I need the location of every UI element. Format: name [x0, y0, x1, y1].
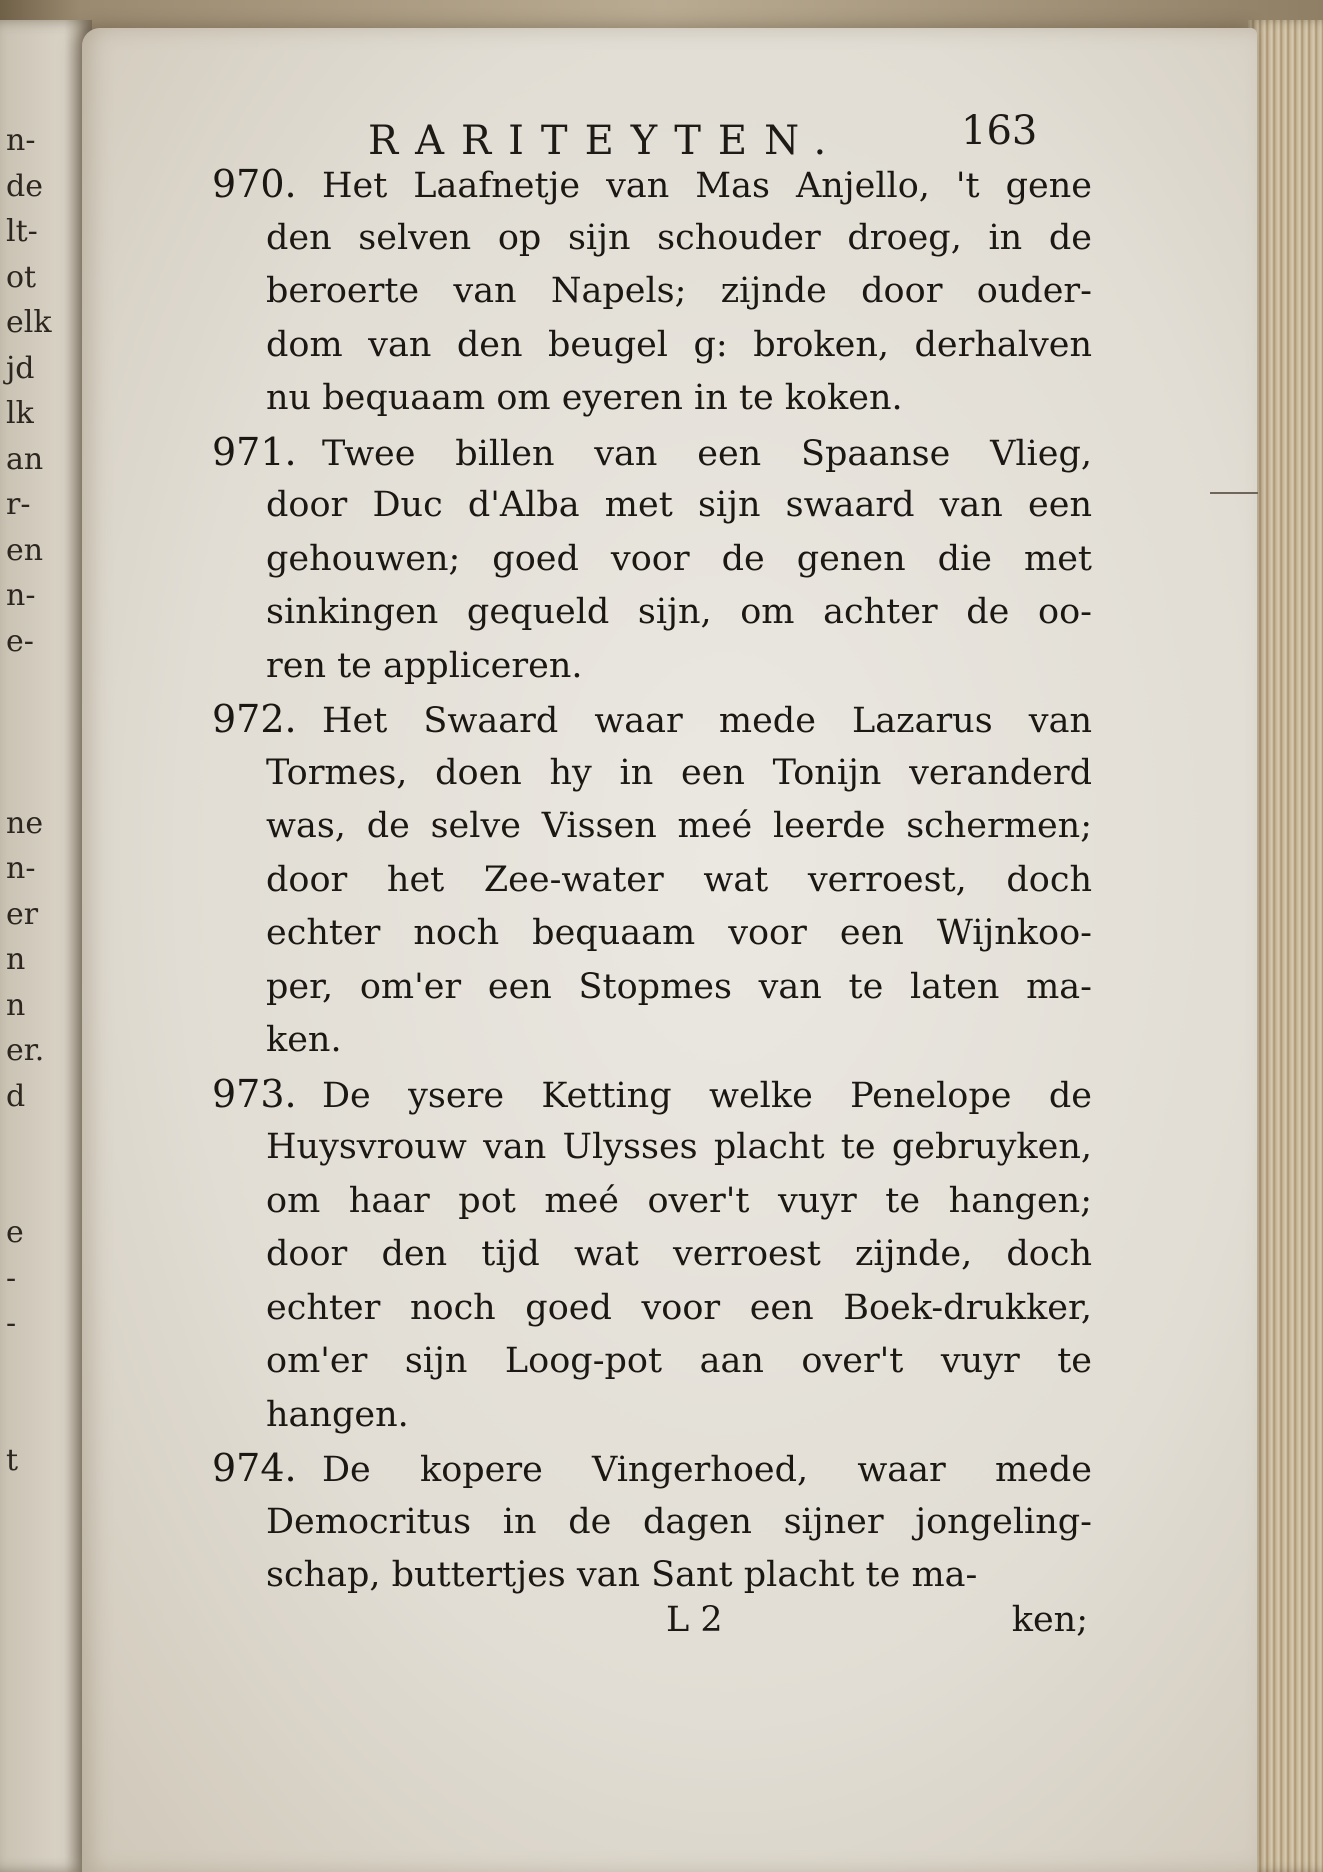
catchword: ken;: [1011, 1600, 1088, 1640]
margin-pencil-mark: [1210, 492, 1258, 494]
entry-number: 973.: [212, 1071, 297, 1116]
entry-text: Het Swaard waar mede Lazarus van: [322, 701, 1092, 741]
entry-line: hangen.: [266, 1394, 409, 1435]
left-page-fragment: lk: [6, 396, 34, 431]
left-page-fragment: r-: [6, 487, 31, 522]
left-page-fragment: e: [6, 1215, 24, 1250]
catalogue-entry: [212, 693, 1092, 1068]
entry-line: Huysvrouw van Ulysses placht te gebruyken,: [266, 1127, 1092, 1167]
left-page-fragment: n-: [6, 578, 36, 613]
left-page-edge: [0, 20, 92, 1872]
left-page-fragment: ot: [6, 259, 37, 295]
entry-line: gehouwen; goed voor de genen die met: [266, 538, 1092, 579]
left-page-fragment: en: [6, 532, 44, 568]
entry-line: ren te appliceren.: [266, 645, 583, 686]
entry-number: 974.: [212, 1446, 297, 1490]
left-page-fragment: n-: [6, 851, 36, 886]
entry-line: was, de selve Vissen meé leerde schermen;: [266, 806, 1092, 846]
left-page-fragment: t: [6, 1442, 19, 1478]
entry-line: nu bequaam om eyeren in te koken.: [266, 378, 903, 418]
text-block: [212, 158, 1092, 1603]
entry-line: door Duc d'Alba met sijn swaard van een: [266, 485, 1092, 525]
entry-line: om haar pot meé over't vuyr te hangen;: [266, 1180, 1092, 1221]
left-page-fragment: n-: [6, 123, 36, 158]
page-number: 163: [961, 108, 1038, 154]
entry-line: om'er sijn Loog-pot aan over't vuyr te: [266, 1341, 1092, 1381]
left-page-fragment: -: [6, 1260, 17, 1296]
left-page-fragment: n: [6, 942, 26, 977]
entry-line: [212, 426, 1092, 480]
entry-line: door den tijd wat verroest zijnde, doch: [266, 1234, 1092, 1274]
entry-text: De kopere Vingerhoed, waar mede: [322, 1450, 1092, 1490]
entry-text: De ysere Ketting welke Penelope de: [322, 1075, 1092, 1116]
left-page-fragment: er: [6, 896, 39, 932]
entry-number: 972.: [212, 697, 297, 741]
entry-number: 971.: [212, 429, 297, 474]
entry-line: beroerte van Napels; zijnde door ouder-: [266, 271, 1092, 311]
left-page-fragment: lt-: [6, 214, 38, 249]
entry-line: sinkingen gequeld sijn, om achter de oo-: [266, 592, 1092, 632]
left-page-fragment: ne: [6, 805, 44, 841]
entry-text: Twee billen van een Spaanse Vlieg,: [322, 433, 1092, 474]
catalogue-entry: [212, 1442, 1092, 1603]
entry-line: echter noch goed voor een Boek-drukker,: [266, 1287, 1092, 1328]
entry-line: [212, 693, 1092, 747]
entry-line: Tormes, doen hy in een Tonijn veranderd: [266, 752, 1092, 793]
entry-text: Het Laafnetje van Mas Anjello, 't gene: [322, 166, 1092, 206]
left-page-fragment: er.: [6, 1033, 45, 1068]
entry-line: [212, 158, 1092, 212]
left-page-fragment: e-: [6, 623, 34, 659]
left-page-fragment: jd: [6, 350, 35, 386]
left-page-fragment: de: [6, 168, 43, 204]
entry-number: 970.: [212, 162, 297, 206]
left-page-fragment: elk: [6, 305, 52, 340]
entry-line: Democritus in de dagen sijner jongeling-: [266, 1501, 1092, 1542]
left-page-fragment: an: [6, 441, 44, 477]
page-edges: [1248, 20, 1323, 1872]
running-head: RARITEYTEN.: [368, 118, 844, 164]
left-page-fragment: n: [6, 987, 26, 1023]
entry-line: schap, buttertjes van Sant placht te ma-: [266, 1555, 978, 1595]
entry-line: [212, 1442, 1092, 1496]
page-footer: [268, 1600, 1088, 1655]
catalogue-entry: [212, 426, 1092, 694]
signature-mark: L 2: [666, 1600, 723, 1640]
entry-line: [212, 1068, 1092, 1122]
entry-line: den selven op sijn schouder droeg, in de: [266, 217, 1092, 258]
catalogue-entry: [212, 158, 1092, 426]
entry-line: ken.: [266, 1020, 342, 1060]
entry-line: door het Zee-water wat verroest, doch: [266, 859, 1092, 900]
catalogue-entry: [212, 1068, 1092, 1443]
entry-line: per, om'er een Stopmes van te laten ma-: [266, 966, 1092, 1007]
left-page-fragment: -: [6, 1306, 17, 1341]
left-page-fragment: d: [6, 1078, 26, 1114]
entry-line: echter noch bequaam voor een Wijnkoo-: [266, 913, 1092, 953]
entry-line: dom van den beugel g: broken, derhalven: [266, 324, 1092, 365]
